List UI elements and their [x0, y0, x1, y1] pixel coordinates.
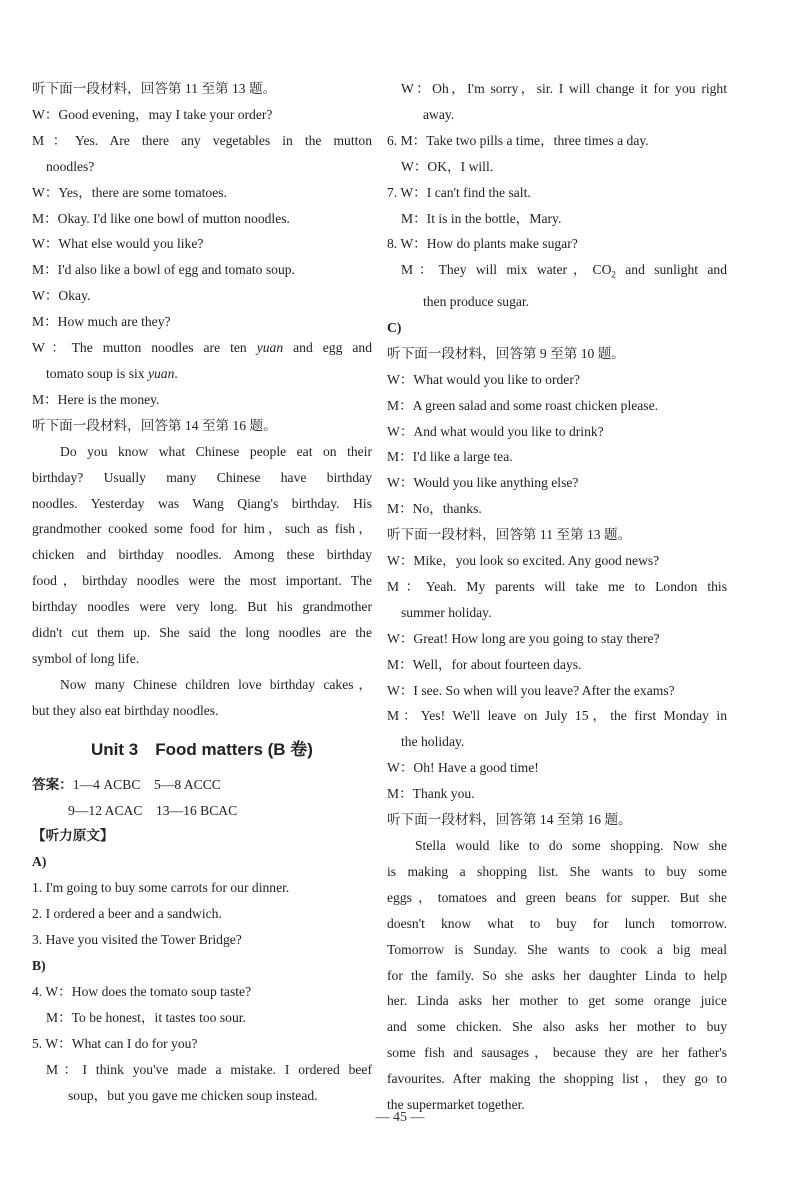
- section-instruction: 听下面一段材料，回答第 9 至第 10 题。: [387, 345, 625, 361]
- dialogue-line: W：Okay.: [32, 288, 91, 304]
- dialogue-line: W：Oh! Have a good time!: [387, 760, 539, 776]
- dialogue-line: W：Oh，I'm sorry，sir. I will change it for you right: [401, 81, 727, 96]
- page-number: — 45 —: [375, 1110, 425, 1125]
- dialogue-line: W：Mike，you look so excited. Any good news?: [387, 553, 660, 569]
- section-label: C): [387, 319, 402, 335]
- passage-paragraph: Now many Chinese children love birthday cakes， but they also eat birthday noodles.: [32, 676, 372, 718]
- dialogue-line: W：Great! How long are you going to stay there?: [387, 630, 660, 646]
- question-item: 1. I'm going to buy some carrots for our dinner.: [32, 880, 290, 896]
- dialogue-line: W：The mutton noodles are ten yuan and egg and: [32, 340, 372, 356]
- dialogue-line: M：Yeah. My parents will take me to London this: [387, 578, 727, 594]
- dialogue-line-cont: tomato soup is six yuan.: [46, 365, 178, 381]
- section-instruction: 听下面一段材料，回答第 11 至第 13 题。: [387, 527, 632, 543]
- question-item: 8. W：How do plants make sugar?: [387, 236, 578, 252]
- dialogue-line-cont: summer holiday.: [401, 604, 492, 620]
- dialogue-line: W：And what would you like to drink?: [387, 423, 604, 439]
- dialogue-line: M：No，thanks.: [387, 501, 482, 517]
- right-column: [387, 76, 727, 1118]
- dialogue-line: M：Yes! We'll leave on July 15，the first Monday in: [387, 708, 727, 724]
- dialogue-line: M：I'd also like a bowl of egg and tomato soup.: [32, 262, 295, 278]
- left-column: [32, 76, 372, 1108]
- dialogue-line: W：Good evening，may I take your order?: [32, 106, 273, 122]
- question-item: 5. W：What can I do for you?: [32, 1035, 198, 1051]
- section-label: B): [32, 958, 46, 973]
- dialogue-line: W：Yes，there are some tomatoes.: [32, 184, 227, 200]
- dialogue-line: M：Well，for about fourteen days.: [387, 656, 582, 672]
- dialogue-line-cont: the holiday.: [401, 734, 465, 750]
- answer-key-cont: 9—12 ACAC 13—16 BCAC: [68, 802, 238, 818]
- dialogue-line: M：They will mix water，$CO_2$ and sunlight and: [401, 262, 727, 281]
- question-item: 4. W：How does the tomato soup taste?: [32, 983, 252, 999]
- section-label: A): [32, 854, 47, 870]
- dialogue-line: M：How much are they?: [32, 314, 171, 330]
- passage-paragraph: Stella would like to do some shopping. Now she is making a shopping list. She wants to buy some eggs，tomatoes and green beans for supper. But she doesn't know what to buy for lunch tomorrow. Tomorrow is Sunday. She wants to cook a big meal for the family. So she asks her daughter Linda to help her. Linda asks her mother to get some orange juice and some chicken. She also asks her mother to buy some fish and sausages，because they are her father's favourites. After making the shopping list，they go to the supermarket together.: [387, 838, 727, 1113]
- dialogue-line: M：Yes. Are there any vegetables in the mutton: [32, 132, 372, 148]
- dialogue-line: M：I think you've made a mistake. I ordered beef: [46, 1061, 372, 1077]
- question-item: 2. I ordered a beer and a sandwich.: [32, 906, 222, 922]
- section-instruction: 听下面一段材料，回答第 14 至第 16 题。: [387, 812, 632, 828]
- dialogue-line: M：Here is the money.: [32, 391, 160, 407]
- dialogue-line: W：I see. So when will you leave? After the exams?: [387, 682, 675, 698]
- dialogue-line: M：It is in the bottle，Mary.: [401, 210, 562, 226]
- script-heading: 【听力原文】: [32, 828, 114, 844]
- passage-paragraph: Do you know what Chinese people eat on their birthday? Usually many Chinese have birthday noodles. Yesterday was Wang Qiang's birthday. His grandmother cooked some food for him，such as fish， chicken and birthday noodles. Among these birthday food，birthday noodles were the most important. The birthday noodles were very long. But his grandmother didn't cut them up. She said the long noodles are the symbol of long life.: [32, 443, 372, 666]
- question-item: 6. M：Take two pills a time，three times a day.: [387, 132, 649, 148]
- dialogue-line: W：Would you like anything else?: [387, 475, 579, 491]
- section-instruction: 听下面一段材料，回答第 14 至第 16 题。: [32, 417, 277, 433]
- question-item: 3. Have you visited the Tower Bridge?: [32, 932, 242, 948]
- dialogue-line: M：Okay. I'd like one bowl of mutton noodles.: [32, 210, 290, 226]
- dialogue-line-cont: away.: [423, 106, 455, 122]
- unit-title: Unit 3 Food matters (B 卷): [91, 739, 313, 759]
- section-instruction: 听下面一段材料，回答第 11 至第 13 题。: [32, 81, 277, 96]
- dialogue-line: M：Thank you.: [387, 786, 475, 802]
- answer-key: 答案：1—4 ACBC 5—8 ACCC: [32, 776, 221, 792]
- dialogue-line: M：A green salad and some roast chicken please.: [387, 397, 659, 413]
- dialogue-line: W：OK，I will.: [401, 158, 494, 174]
- dialogue-line-cont: soup，but you gave me chicken soup instead.: [68, 1087, 318, 1103]
- dialogue-line: W：What would you like to order?: [387, 371, 580, 387]
- dialogue-line: M：I'd like a large tea.: [387, 449, 513, 465]
- dialogue-line-cont: noodles?: [46, 158, 95, 174]
- question-item: 7. W：I can't find the salt.: [387, 184, 531, 200]
- dialogue-line: M：To be honest，it tastes too sour.: [46, 1009, 246, 1025]
- dialogue-line-cont: then produce sugar.: [423, 293, 530, 309]
- dialogue-line: W：What else would you like?: [32, 236, 204, 252]
